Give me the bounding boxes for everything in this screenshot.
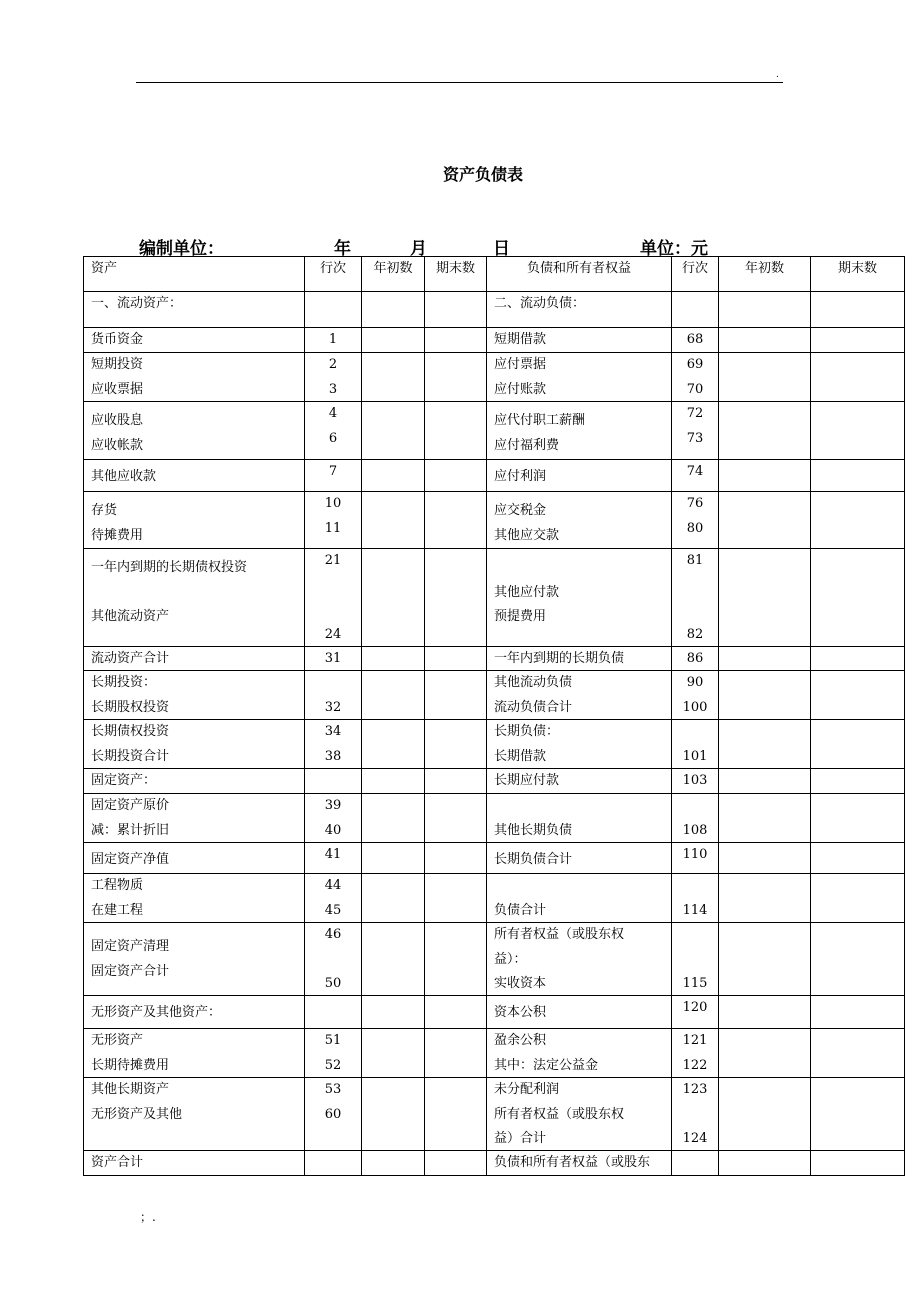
left-row-number: 2 bbox=[328, 357, 338, 372]
right-item-label: 所有者权益（或股东权 bbox=[494, 927, 625, 942]
left-item-label: 长期待摊费用 bbox=[91, 1057, 170, 1073]
left-row-number: 31 bbox=[324, 651, 342, 666]
liability-item-cell bbox=[487, 996, 672, 1029]
left-row-number: 60 bbox=[324, 1106, 342, 1122]
asset-row-no-cell bbox=[305, 769, 362, 794]
liability-closing-value-cell[interactable] bbox=[811, 843, 905, 874]
footer-mark: ；. bbox=[140, 1210, 156, 1224]
left-row-number: 6 bbox=[328, 430, 338, 446]
liability-item-cell bbox=[487, 549, 672, 647]
left-row-number: 41 bbox=[324, 847, 342, 862]
header-opening-right: 年初数 bbox=[719, 257, 811, 292]
liability-opening-value-cell[interactable] bbox=[719, 671, 811, 720]
liability-opening-value-cell[interactable] bbox=[719, 460, 811, 492]
asset-item-cell bbox=[84, 720, 305, 769]
liability-closing-value-cell[interactable] bbox=[811, 720, 905, 769]
asset-row-no-cell bbox=[305, 328, 362, 353]
header-rule bbox=[136, 82, 783, 83]
right-item-label: 一年内到期的长期负债 bbox=[494, 651, 625, 666]
asset-item-cell bbox=[84, 292, 305, 328]
asset-closing-value-cell[interactable] bbox=[425, 1078, 487, 1151]
asset-opening-value-cell[interactable] bbox=[362, 996, 425, 1029]
liability-closing-value-cell[interactable] bbox=[811, 549, 905, 647]
right-item-label: 流动负债合计 bbox=[494, 699, 573, 715]
right-item-label: 应付利润 bbox=[494, 468, 547, 484]
right-row-number: 101 bbox=[682, 748, 708, 764]
left-item-label: 应收帐款 bbox=[91, 437, 144, 453]
liability-closing-value-cell[interactable] bbox=[811, 460, 905, 492]
right-row-number: 80 bbox=[686, 520, 704, 536]
asset-closing-value-cell[interactable] bbox=[425, 549, 487, 647]
left-item-label: 无形资产 bbox=[91, 1033, 144, 1048]
right-row-number: 68 bbox=[686, 332, 704, 347]
left-item-label: 减：累计折旧 bbox=[91, 822, 170, 838]
asset-closing-value-cell[interactable] bbox=[425, 996, 487, 1029]
liability-closing-value-cell[interactable] bbox=[811, 996, 905, 1029]
liability-opening-value-cell[interactable] bbox=[719, 794, 811, 843]
liability-item-cell bbox=[487, 402, 672, 460]
right-item-label-cont: 益）合计 bbox=[494, 1131, 547, 1146]
table-row bbox=[84, 996, 905, 1029]
liability-opening-value-cell[interactable] bbox=[719, 292, 811, 328]
liability-row-no-cell bbox=[672, 492, 719, 549]
right-item-label: 负债和所有者权益（或股东 bbox=[494, 1155, 651, 1170]
left-row-number: 44 bbox=[324, 878, 342, 893]
liability-closing-value-cell[interactable] bbox=[811, 1078, 905, 1151]
right-item-label: 应代付职工薪酬 bbox=[494, 413, 586, 429]
asset-opening-value-cell[interactable] bbox=[362, 874, 425, 923]
liability-opening-value-cell[interactable] bbox=[719, 843, 811, 874]
asset-item-cell bbox=[84, 402, 305, 460]
right-row-number: 114 bbox=[682, 902, 708, 918]
table-row bbox=[84, 647, 905, 671]
liability-closing-value-cell[interactable] bbox=[811, 292, 905, 328]
right-item-label: 长期借款 bbox=[494, 748, 547, 764]
asset-opening-value-cell[interactable] bbox=[362, 492, 425, 549]
liability-item-cell bbox=[487, 1151, 672, 1176]
liability-item-cell bbox=[487, 720, 672, 769]
day-label: 日 bbox=[493, 239, 510, 259]
right-item-label: 所有者权益（或股东权 bbox=[494, 1106, 625, 1122]
liability-closing-value-cell[interactable] bbox=[811, 353, 905, 402]
asset-closing-value-cell[interactable] bbox=[425, 671, 487, 720]
left-row-number: 21 bbox=[324, 553, 342, 568]
left-item-label: 长期债权投资 bbox=[91, 724, 170, 739]
left-row-number: 7 bbox=[328, 464, 338, 479]
header-closing-right: 期末数 bbox=[811, 257, 905, 292]
asset-item-cell bbox=[84, 996, 305, 1029]
left-row-number: 51 bbox=[324, 1033, 342, 1048]
asset-row-no-cell bbox=[305, 1078, 362, 1151]
liability-opening-value-cell[interactable] bbox=[719, 720, 811, 769]
liability-opening-value-cell[interactable] bbox=[719, 874, 811, 923]
asset-opening-value-cell[interactable] bbox=[362, 671, 425, 720]
month-label: 月 bbox=[410, 239, 427, 259]
right-item-label: 应交税金 bbox=[494, 503, 547, 519]
left-item-label: 资产合计 bbox=[91, 1155, 144, 1170]
left-item-label: 应收股息 bbox=[91, 413, 144, 429]
header-row-no: 行次 bbox=[305, 257, 362, 292]
table-row bbox=[84, 769, 905, 794]
asset-row-no-cell bbox=[305, 402, 362, 460]
left-item-label: 固定资产净值 bbox=[91, 851, 170, 867]
table-row bbox=[84, 923, 905, 996]
asset-closing-value-cell[interactable] bbox=[425, 328, 487, 353]
right-row-number: 115 bbox=[682, 976, 708, 991]
liability-row-no-cell bbox=[672, 671, 719, 720]
liability-row-no-cell bbox=[672, 1151, 719, 1176]
right-row-number: 103 bbox=[682, 773, 708, 788]
table-row bbox=[84, 794, 905, 843]
table-row bbox=[84, 1151, 905, 1176]
left-item-label: 长期投资合计 bbox=[91, 748, 170, 764]
liability-closing-value-cell[interactable] bbox=[811, 328, 905, 353]
asset-closing-value-cell[interactable] bbox=[425, 874, 487, 923]
asset-closing-value-cell[interactable] bbox=[425, 1029, 487, 1078]
left-item-label: 固定资产清理 bbox=[91, 939, 170, 955]
table-row bbox=[84, 671, 905, 720]
right-item-label: 长期负债： bbox=[494, 724, 560, 739]
table-row bbox=[84, 1029, 905, 1078]
liability-row-no-cell bbox=[672, 996, 719, 1029]
left-item-label: 短期投资 bbox=[91, 357, 144, 372]
liability-item-cell bbox=[487, 492, 672, 549]
table-row bbox=[84, 460, 905, 492]
right-item-label: 预提费用 bbox=[494, 609, 547, 625]
right-item-label: 短期借款 bbox=[494, 332, 547, 347]
right-item-label: 长期应付款 bbox=[494, 773, 560, 788]
table-row bbox=[84, 492, 905, 549]
liability-closing-value-cell[interactable] bbox=[811, 1151, 905, 1176]
left-item-label: 工程物质 bbox=[91, 878, 144, 893]
asset-item-cell bbox=[84, 328, 305, 353]
left-item-label: 货币资金 bbox=[91, 332, 144, 347]
liability-opening-value-cell[interactable] bbox=[719, 492, 811, 549]
left-row-number: 11 bbox=[324, 520, 342, 536]
liability-opening-value-cell[interactable] bbox=[719, 1151, 811, 1176]
right-item-label: 应付福利费 bbox=[494, 437, 560, 453]
liability-closing-value-cell[interactable] bbox=[811, 874, 905, 923]
right-item-label: 盈余公积 bbox=[494, 1033, 547, 1048]
left-item-label: 无形资产及其他 bbox=[91, 1106, 183, 1122]
left-item-label: 一年内到期的长期债权投资 bbox=[91, 560, 248, 576]
liability-closing-value-cell[interactable] bbox=[811, 923, 905, 996]
left-row-number: 10 bbox=[324, 496, 342, 511]
liability-row-no-cell bbox=[672, 549, 719, 647]
right-row-number: 108 bbox=[682, 822, 708, 838]
right-row-number: 124 bbox=[682, 1131, 708, 1146]
asset-opening-value-cell[interactable] bbox=[362, 1078, 425, 1151]
asset-closing-value-cell[interactable] bbox=[425, 292, 487, 328]
liability-row-no-cell bbox=[672, 1078, 719, 1151]
liability-item-cell bbox=[487, 353, 672, 402]
asset-closing-value-cell[interactable] bbox=[425, 720, 487, 769]
liability-item-cell bbox=[487, 874, 672, 923]
asset-closing-value-cell[interactable] bbox=[425, 794, 487, 843]
left-row-number: 3 bbox=[328, 381, 338, 397]
right-item-label: 二、流动负债： bbox=[494, 296, 586, 311]
right-item-label: 其他流动负债 bbox=[494, 675, 573, 690]
liability-opening-value-cell[interactable] bbox=[719, 353, 811, 402]
liability-opening-value-cell[interactable] bbox=[719, 647, 811, 671]
table-header-row bbox=[84, 257, 905, 292]
right-item-label: 实收资本 bbox=[494, 976, 547, 991]
asset-opening-value-cell[interactable] bbox=[362, 292, 425, 328]
asset-closing-value-cell[interactable] bbox=[425, 402, 487, 460]
asset-opening-value-cell[interactable] bbox=[362, 843, 425, 874]
right-item-label: 资本公积 bbox=[494, 1004, 547, 1020]
liability-row-no-cell bbox=[672, 402, 719, 460]
liability-row-no-cell bbox=[672, 874, 719, 923]
right-item-label-cont: 益）： bbox=[494, 951, 527, 967]
liability-opening-value-cell[interactable] bbox=[719, 1029, 811, 1078]
liability-row-no-cell bbox=[672, 720, 719, 769]
asset-opening-value-cell[interactable] bbox=[362, 328, 425, 353]
left-row-number: 1 bbox=[328, 332, 338, 347]
asset-closing-value-cell[interactable] bbox=[425, 492, 487, 549]
table-row bbox=[84, 874, 905, 923]
header-assets: 资产 bbox=[84, 257, 305, 292]
liability-item-cell bbox=[487, 769, 672, 794]
right-row-number: 81 bbox=[686, 553, 704, 568]
asset-item-cell bbox=[84, 874, 305, 923]
asset-closing-value-cell[interactable] bbox=[425, 353, 487, 402]
left-item-label: 固定资产原价 bbox=[91, 798, 170, 813]
liability-opening-value-cell[interactable] bbox=[719, 549, 811, 647]
asset-item-cell bbox=[84, 1078, 305, 1151]
right-row-number: 70 bbox=[686, 381, 704, 397]
left-row-number: 46 bbox=[324, 927, 342, 942]
right-item-label: 其他长期负债 bbox=[494, 822, 573, 838]
asset-item-cell bbox=[84, 492, 305, 549]
header-closing: 期末数 bbox=[425, 257, 487, 292]
table-row bbox=[84, 292, 905, 328]
liability-item-cell bbox=[487, 328, 672, 353]
asset-item-cell bbox=[84, 794, 305, 843]
left-item-label: 长期投资： bbox=[91, 675, 157, 690]
left-row-number: 40 bbox=[324, 822, 342, 838]
asset-opening-value-cell[interactable] bbox=[362, 460, 425, 492]
left-row-number: 38 bbox=[324, 748, 342, 764]
asset-closing-value-cell[interactable] bbox=[425, 769, 487, 794]
table-row bbox=[84, 549, 905, 647]
asset-row-no-cell bbox=[305, 923, 362, 996]
asset-row-no-cell bbox=[305, 794, 362, 843]
asset-closing-value-cell[interactable] bbox=[425, 647, 487, 671]
right-row-number: 100 bbox=[682, 699, 708, 715]
left-item-label: 应收票据 bbox=[91, 381, 144, 397]
asset-closing-value-cell[interactable] bbox=[425, 460, 487, 492]
right-item-label: 应付账款 bbox=[494, 381, 547, 397]
left-item-label: 一、流动资产： bbox=[91, 296, 183, 311]
asset-opening-value-cell[interactable] bbox=[362, 549, 425, 647]
left-item-label: 长期股权投资 bbox=[91, 699, 170, 715]
page-title: 资产负债表 bbox=[442, 165, 523, 184]
asset-opening-value-cell[interactable] bbox=[362, 923, 425, 996]
asset-row-no-cell bbox=[305, 1151, 362, 1176]
asset-row-no-cell bbox=[305, 492, 362, 549]
right-row-number: 74 bbox=[686, 464, 704, 479]
table-row bbox=[84, 402, 905, 460]
liability-row-no-cell bbox=[672, 923, 719, 996]
right-row-number: 122 bbox=[682, 1057, 708, 1073]
asset-closing-value-cell[interactable] bbox=[425, 1151, 487, 1176]
asset-opening-value-cell[interactable] bbox=[362, 1029, 425, 1078]
asset-closing-value-cell[interactable] bbox=[425, 923, 487, 996]
asset-opening-value-cell[interactable] bbox=[362, 720, 425, 769]
asset-item-cell bbox=[84, 843, 305, 874]
asset-item-cell bbox=[84, 671, 305, 720]
asset-opening-value-cell[interactable] bbox=[362, 1151, 425, 1176]
asset-row-no-cell bbox=[305, 720, 362, 769]
liability-closing-value-cell[interactable] bbox=[811, 1029, 905, 1078]
asset-row-no-cell bbox=[305, 671, 362, 720]
right-item-label: 负债合计 bbox=[494, 902, 547, 918]
liability-item-cell bbox=[487, 794, 672, 843]
asset-row-no-cell bbox=[305, 874, 362, 923]
left-item-label: 无形资产及其他资产： bbox=[91, 1004, 222, 1020]
asset-row-no-cell bbox=[305, 843, 362, 874]
preparer-label: 编制单位： bbox=[139, 239, 224, 259]
header-liabilities-equity: 负债和所有者权益 bbox=[487, 257, 672, 292]
asset-item-cell bbox=[84, 549, 305, 647]
liability-opening-value-cell[interactable] bbox=[719, 996, 811, 1029]
right-item-label: 其中：法定公益金 bbox=[494, 1057, 599, 1073]
asset-item-cell bbox=[84, 769, 305, 794]
asset-opening-value-cell[interactable] bbox=[362, 353, 425, 402]
left-row-number: 53 bbox=[324, 1082, 342, 1097]
left-row-number: 39 bbox=[324, 798, 342, 813]
liability-closing-value-cell[interactable] bbox=[811, 794, 905, 843]
right-item-label: 其他应付款 bbox=[494, 584, 560, 600]
asset-row-no-cell bbox=[305, 647, 362, 671]
left-item-label: 在建工程 bbox=[91, 902, 144, 918]
asset-row-no-cell bbox=[305, 292, 362, 328]
asset-item-cell bbox=[84, 1029, 305, 1078]
right-item-label: 其他应交款 bbox=[494, 527, 560, 543]
right-row-number: 110 bbox=[682, 847, 708, 862]
liability-item-cell bbox=[487, 292, 672, 328]
asset-item-cell bbox=[84, 1151, 305, 1176]
asset-row-no-cell bbox=[305, 549, 362, 647]
right-item-label: 应付票据 bbox=[494, 357, 547, 372]
liability-opening-value-cell[interactable] bbox=[719, 402, 811, 460]
asset-opening-value-cell[interactable] bbox=[362, 769, 425, 794]
right-row-number: 82 bbox=[686, 626, 704, 642]
liability-opening-value-cell[interactable] bbox=[719, 328, 811, 353]
table-row bbox=[84, 328, 905, 353]
right-row-number: 123 bbox=[682, 1082, 708, 1097]
left-row-number: 34 bbox=[324, 724, 342, 739]
liability-item-cell bbox=[487, 1029, 672, 1078]
asset-closing-value-cell[interactable] bbox=[425, 843, 487, 874]
right-row-number: 90 bbox=[686, 675, 704, 690]
liability-item-cell bbox=[487, 843, 672, 874]
left-item-label: 流动资产合计 bbox=[91, 651, 170, 666]
table-row bbox=[84, 843, 905, 874]
header-row-no-right: 行次 bbox=[672, 257, 719, 292]
liability-closing-value-cell[interactable] bbox=[811, 671, 905, 720]
left-item-label: 固定资产： bbox=[91, 773, 157, 788]
liability-item-cell bbox=[487, 923, 672, 996]
liability-row-no-cell bbox=[672, 353, 719, 402]
liability-opening-value-cell[interactable] bbox=[719, 769, 811, 794]
liability-item-cell bbox=[487, 1078, 672, 1151]
asset-item-cell bbox=[84, 647, 305, 671]
asset-item-cell bbox=[84, 353, 305, 402]
liability-item-cell bbox=[487, 460, 672, 492]
left-row-number: 24 bbox=[324, 626, 342, 642]
asset-opening-value-cell[interactable] bbox=[362, 402, 425, 460]
right-row-number: 76 bbox=[686, 496, 704, 511]
liability-closing-value-cell[interactable] bbox=[811, 647, 905, 671]
asset-row-no-cell bbox=[305, 353, 362, 402]
liability-row-no-cell bbox=[672, 647, 719, 671]
asset-row-no-cell bbox=[305, 1029, 362, 1078]
liability-row-no-cell bbox=[672, 460, 719, 492]
asset-row-no-cell bbox=[305, 996, 362, 1029]
left-item-label: 待摊费用 bbox=[91, 527, 144, 543]
liability-row-no-cell bbox=[672, 328, 719, 353]
asset-item-cell bbox=[84, 460, 305, 492]
asset-opening-value-cell[interactable] bbox=[362, 794, 425, 843]
right-row-number: 73 bbox=[686, 430, 704, 446]
right-row-number: 86 bbox=[686, 651, 704, 666]
liability-row-no-cell bbox=[672, 794, 719, 843]
liability-closing-value-cell[interactable] bbox=[811, 769, 905, 794]
left-item-label: 存货 bbox=[91, 503, 118, 519]
liability-row-no-cell bbox=[672, 292, 719, 328]
left-item-label: 固定资产合计 bbox=[91, 963, 170, 979]
liability-opening-value-cell[interactable] bbox=[719, 1078, 811, 1151]
liability-closing-value-cell[interactable] bbox=[811, 402, 905, 460]
liability-row-no-cell bbox=[672, 769, 719, 794]
liability-item-cell bbox=[487, 671, 672, 720]
right-row-number: 120 bbox=[682, 1000, 708, 1015]
right-item-label: 长期负债合计 bbox=[494, 851, 573, 867]
table-row bbox=[84, 720, 905, 769]
year-label: 年 bbox=[334, 239, 351, 259]
right-item-label: 未分配利润 bbox=[494, 1082, 560, 1097]
liability-closing-value-cell[interactable] bbox=[811, 492, 905, 549]
right-row-number: 69 bbox=[686, 357, 704, 372]
left-row-number: 50 bbox=[324, 976, 342, 991]
header-opening: 年初数 bbox=[362, 257, 425, 292]
left-item-label: 其他长期资产 bbox=[91, 1082, 170, 1097]
asset-row-no-cell bbox=[305, 460, 362, 492]
table-row bbox=[84, 1078, 905, 1151]
balance-sheet-table bbox=[83, 256, 905, 1176]
left-item-label: 其他流动资产 bbox=[91, 609, 170, 625]
right-row-number: 72 bbox=[686, 406, 704, 421]
liability-item-cell bbox=[487, 647, 672, 671]
left-item-label: 其他应收款 bbox=[91, 468, 157, 484]
liability-row-no-cell bbox=[672, 843, 719, 874]
asset-opening-value-cell[interactable] bbox=[362, 647, 425, 671]
liability-opening-value-cell[interactable] bbox=[719, 923, 811, 996]
right-row-number: 121 bbox=[682, 1033, 708, 1048]
currency-unit-label: 单位：元 bbox=[640, 239, 708, 259]
table-row bbox=[84, 353, 905, 402]
asset-item-cell bbox=[84, 923, 305, 996]
left-row-number: 45 bbox=[324, 902, 342, 918]
header-mark: . bbox=[776, 70, 779, 80]
left-row-number: 32 bbox=[324, 699, 342, 715]
liability-row-no-cell bbox=[672, 1029, 719, 1078]
left-row-number: 4 bbox=[328, 406, 338, 421]
left-row-number: 52 bbox=[324, 1057, 342, 1073]
